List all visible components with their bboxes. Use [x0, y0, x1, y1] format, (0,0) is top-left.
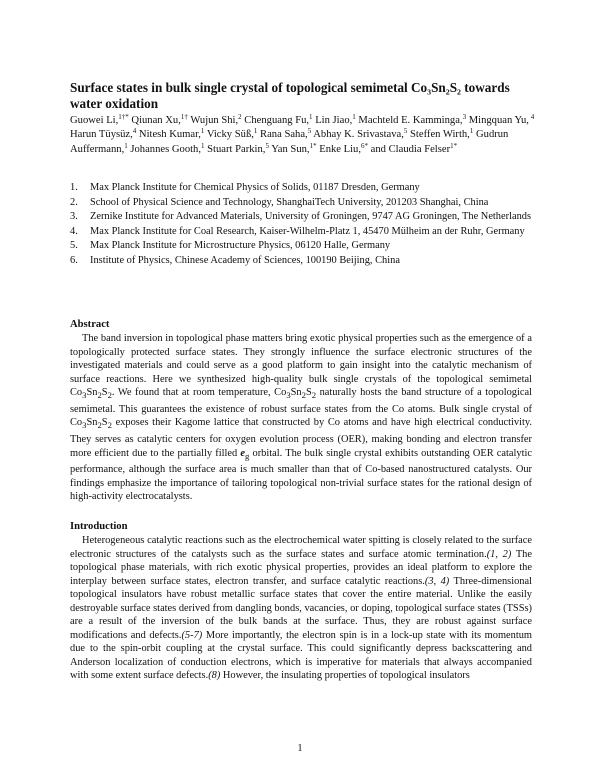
affiliation-item — [70, 239, 540, 253]
affiliation-number: 3. — [70, 211, 78, 223]
introduction-text: Heterogeneous catalytic reactions such as the electrochemical water spitting is closely related to the surface electronic structures of the catalysts such as the surface states and surface atomic termination.(1, 2) The topological phase materials, with rich exotic physical properties, provides an ideal platform to explore the interplay between surface states, electron transfer, and surface catalytic reactions.(3, 4) Three-dimensional topological insulators have robust metallic surface states that cover the entire material. Unlike the easily destroyable surface states derived from dangling bonds, vacancies, or doping, topological surface states (TSSs) are a result of the inversion of the bulk bands at the surface. Thus, they are robust against surface modifications and defects.(5-7) More importantly, the electron spin is in a lock-up state with its momentum due to the spin-orbit coupling at the crystal surface. This could significantly depress backscattering and Anderson localization of conduction electrons, which is imperative for materials that always accompanied with some extent surface defects.(8) However, the insulating properties of topological insulators — [70, 535, 533, 682]
affiliation-list — [70, 181, 540, 269]
affiliation-item — [70, 181, 540, 195]
abstract-heading: Abstract — [70, 319, 110, 330]
affiliation-text: Max Planck Institute for Chemical Physics of Solids, 01187 Dresden, Germany — [90, 182, 420, 193]
affiliation-number: 1. — [70, 182, 78, 193]
affiliation-number: 5. — [70, 240, 78, 252]
page-number: 1 — [297, 743, 303, 754]
author-list: Guowei Li,$^{1\dagger*}$ Qiunan Xu,$^{1\dagger}$ Wujun Shi,$^2$ Chenguang Fu,$^1$ Lin Jiao,$^1$ Machteld E. Kamminga,$^3$ Mingquan Yu, $^4$ Harun Tüysüz,$^4$ Nitesh Kumar,$^1$ Vicky Süß,$^1$ Rana Saha,$^5$ Abhay K. Srivastava,$^5$ Steffen Wirth,$^1$ Gudrun Auffermann,$^1$ Johannes Gooth,$^1$ Stuart Parkin,$^5$ Yan Sun,$^{1*}$ Enke Liu,$^{6*}$ and Claudia Felser$^{1*}$ — [70, 113, 535, 155]
affiliation-number: 2. — [70, 196, 78, 208]
introduction-heading: Introduction — [70, 521, 128, 532]
paper-title: Surface states in bulk single crystal of topological semimetal Co₃Sn₂S₂ towards water oxidation — [70, 80, 510, 111]
affiliation-item — [70, 225, 540, 239]
affiliation-text: Zernike Institute for Advanced Materials, University of Groningen, 9747 AG Groningen, The Netherlands — [90, 211, 532, 223]
affiliation-item — [70, 210, 540, 224]
affiliation-item — [70, 254, 540, 268]
affiliation-number: 4. — [70, 225, 78, 237]
affiliation-text: Max Planck Institute for Coal Research, Kaiser-Wilhelm-Platz 1, 45470 Mülheim an der Ruhr, Germany — [90, 225, 525, 237]
affiliation-item — [70, 196, 540, 210]
affiliation-text: Max Planck Institute for Microstructure Physics, 06120 Halle, Germany — [90, 240, 391, 252]
affiliation-text: School of Physical Science and Technology, ShanghaiTech University, 201203 Shanghai, China — [90, 196, 489, 208]
abstract-text: The band inversion in topological phase matters bring exotic physical properties such as the emergence of a topologically protected surface states. They strongly influence the surface electronic structures of the investigated materials and could serve as a good platform to gain insight into the catalytic mechanism of surface reactions. Here we synthesized high-quality bulk single crystals of the topological semimetal $Co_3Sn_2S_2$. We found that at room temperature, $Co_3Sn_2S_2$ naturally hosts the band structure of a topological semimetal. This guarantees the existence of robust surface states from the Co atoms. Bulk single crystal of $Co_3Sn_2S_2$ exposes their Kagome lattice that constructed by Co atoms and have high electrical conductivity. They serves as catalytic centers for oxygen evolution process (OER), making bonding and electron transfer more efficient due to the partially filled $e_g$ orbital. The bulk single crystal exhibits outstanding OER catalytic performance, although the surface area is much smaller than that of Co-based nanostructured catalysts. Our findings emphasize the importance of tailoring topological non-trivial surface states for the rational design of high-activity electrocatalysts. — [70, 333, 532, 503]
affiliation-text: Institute of Physics, Chinese Academy of Sciences, 100190 Beijing, China — [90, 254, 400, 266]
affiliation-number: 6. — [70, 254, 78, 266]
